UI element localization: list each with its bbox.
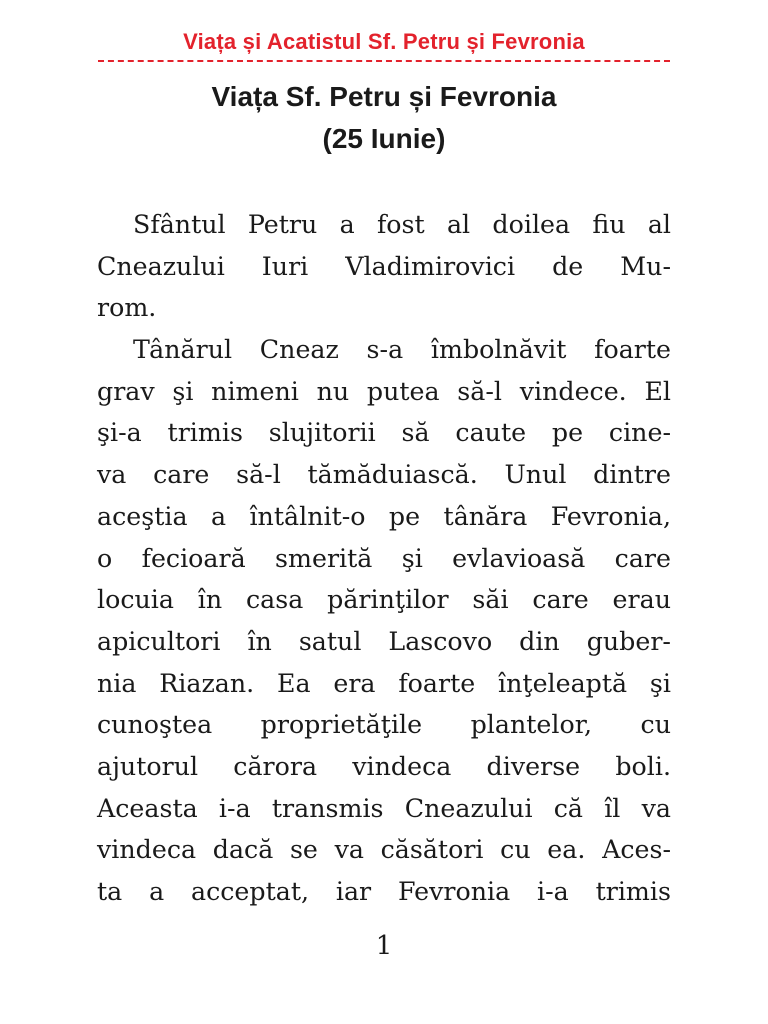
text-line: vindeca dacă se va căsători cu ea. Aces- xyxy=(97,835,671,865)
text-line: Tânărul Cneaz s-a îmbolnăvit foarte xyxy=(133,335,671,365)
text-line: grav şi nimeni nu putea să-l vindece. El xyxy=(97,376,671,406)
body-text xyxy=(97,204,671,913)
text-line: nia Riazan. Ea era foarte înţeleaptă şi xyxy=(97,668,671,698)
text-line: apicultori în satul Lascovo din guber- xyxy=(97,626,671,656)
chapter-title: Viața Sf. Petru și Fevronia xyxy=(211,81,557,112)
text-line: cunoştea proprietăţile plantelor, cu xyxy=(97,710,671,740)
text-line: ajutorul cărora vindeca diverse boli. xyxy=(97,751,671,781)
text-line: şi-a trimis slujitorii să caute pe cine- xyxy=(97,418,671,448)
header-divider xyxy=(98,60,670,62)
text-line: Cneazului Iuri Vladimirovici de Mu- xyxy=(97,251,671,281)
text-line: aceştia a întâlnit-o pe tânăra Fevronia, xyxy=(97,501,671,531)
text-line: Sfântul Petru a fost al doilea fiu al xyxy=(133,210,671,239)
text-line: va care să-l tămăduiască. Unul dintre xyxy=(97,460,671,490)
running-header: Viața și Acatistul Sf. Petru și Fevronia xyxy=(183,29,585,54)
chapter-date: (25 Iunie) xyxy=(322,123,446,154)
page-number: 1 xyxy=(375,931,393,961)
text-line: Aceasta i-a transmis Cneazului că îl va xyxy=(97,793,671,823)
text-line: ta a acceptat, iar Fevronia i-a trimis xyxy=(97,877,671,906)
text-line: o fecioară smerită şi evlavioasă care xyxy=(97,543,671,573)
text-line: rom. xyxy=(97,293,157,323)
text-line: locuia în casa părinţilor săi care erau xyxy=(97,585,671,615)
